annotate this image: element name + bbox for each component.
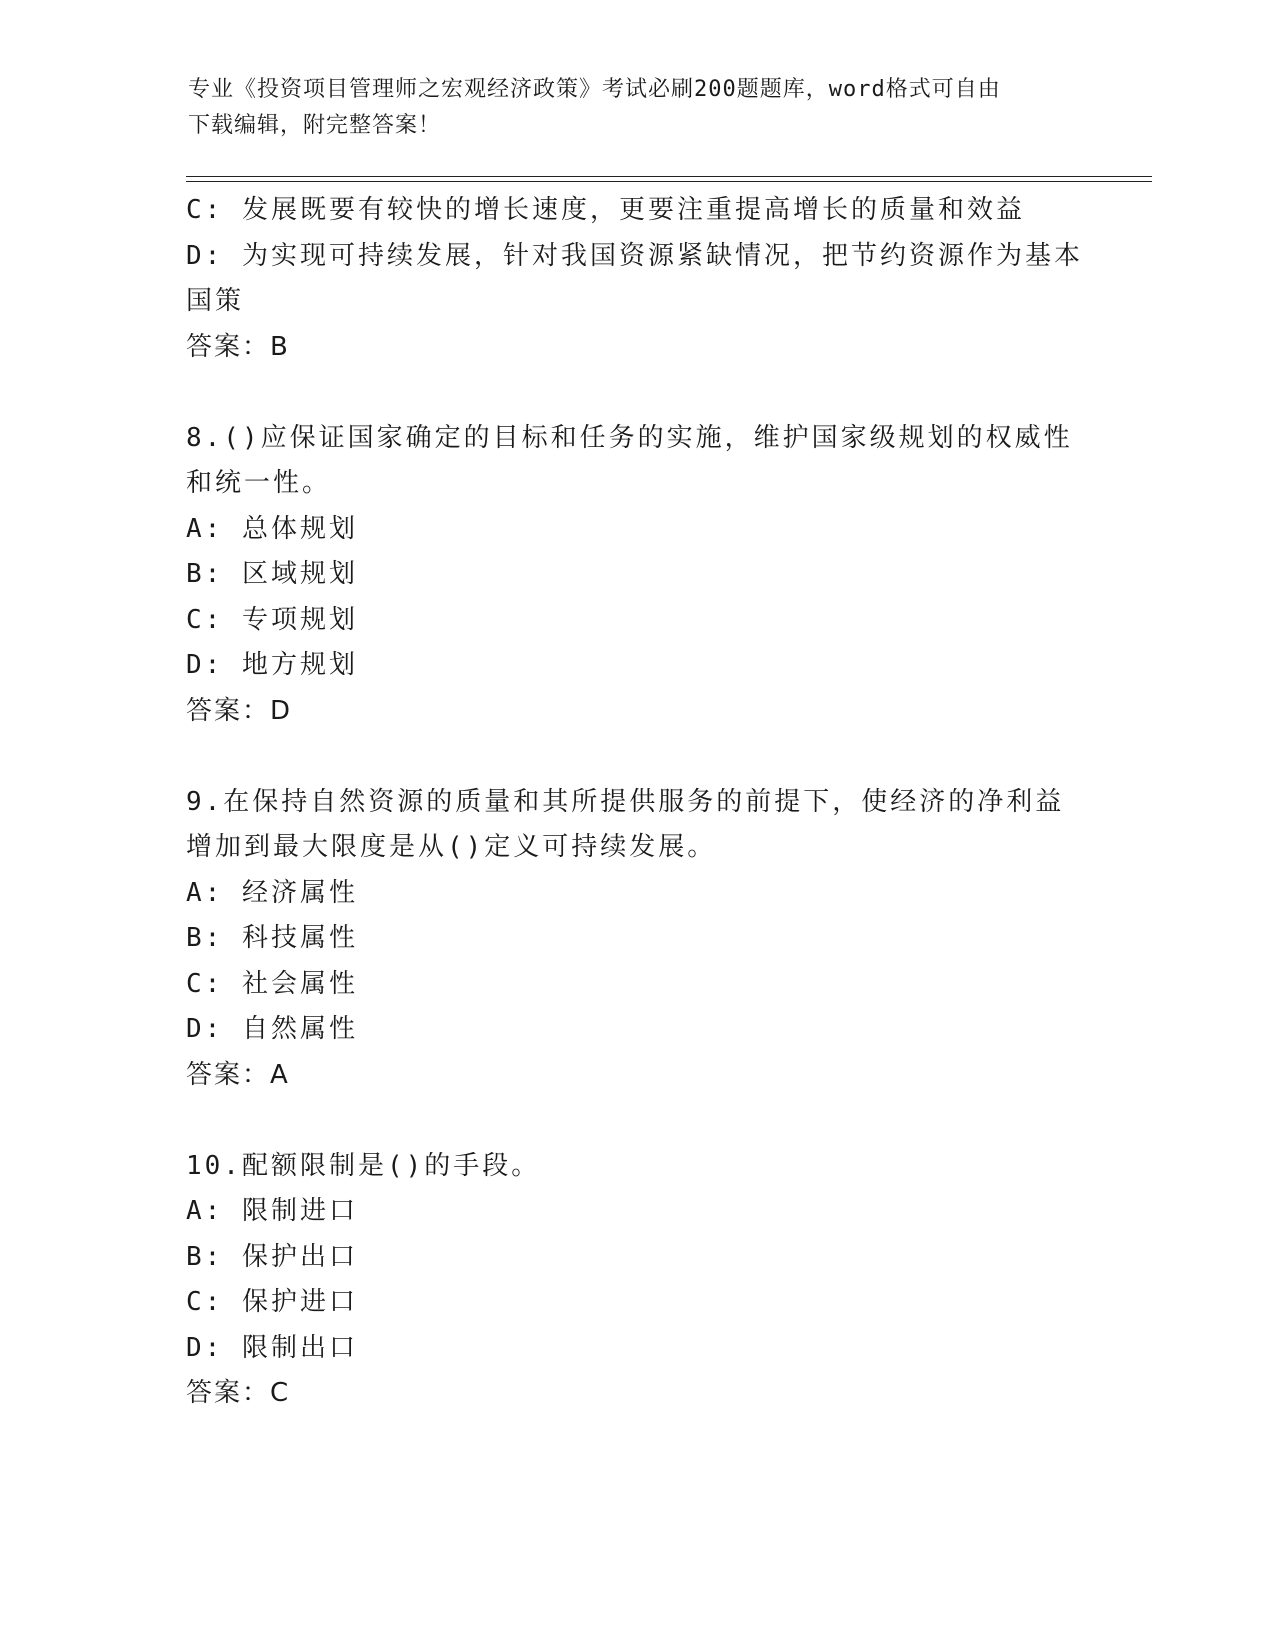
question-9 xyxy=(186,780,1086,1099)
question-stem-continued: 增加到最大限度是从()定义可持续发展。 xyxy=(186,832,717,862)
document-body xyxy=(186,188,1086,1417)
header-divider-top xyxy=(186,176,1152,177)
option-a: A: 限制进口 xyxy=(186,1196,358,1226)
option-d: D: 地方规划 xyxy=(186,650,358,680)
header-line-2: 下载编辑，附完整答案！ xyxy=(188,113,442,138)
answer: 答案：C xyxy=(186,1378,291,1408)
answer: 答案：A xyxy=(186,1059,290,1090)
option-a: A: 经济属性 xyxy=(186,877,358,908)
document-header xyxy=(188,72,1068,144)
spacer xyxy=(186,734,1086,780)
option-a: A: 总体规划 xyxy=(186,513,358,544)
question-stem: 9.在保持自然资源的质量和其所提供服务的前提下，使经济的净利益 xyxy=(186,786,1065,817)
option-c: C: 社会属性 xyxy=(186,968,358,999)
header-divider-bottom xyxy=(186,181,1152,182)
option-d: D: 为实现可持续发展，针对我国资源紧缺情况，把节约资源作为基本 xyxy=(186,240,1083,271)
option-d: D: 自然属性 xyxy=(186,1014,358,1044)
question-stem: 10.配额限制是()的手段。 xyxy=(186,1150,541,1181)
question-7-continued xyxy=(186,188,1086,370)
spacer xyxy=(186,1098,1086,1144)
question-10 xyxy=(186,1144,1086,1417)
option-d: D: 限制出口 xyxy=(186,1332,358,1363)
option-c: C: 发展既要有较快的增长速度，更要注重提高增长的质量和效益 xyxy=(186,195,1025,225)
option-b: B: 区域规划 xyxy=(186,559,358,589)
option-c: C: 保护进口 xyxy=(186,1287,358,1317)
option-c: C: 专项规划 xyxy=(186,604,358,635)
answer: 答案：B xyxy=(186,331,290,362)
spacer xyxy=(186,370,1086,416)
option-b: B: 科技属性 xyxy=(186,923,358,953)
header-line-1: 专业《投资项目管理师之宏观经济政策》考试必刷200题题库，word格式可自由 xyxy=(188,77,1001,102)
question-8 xyxy=(186,416,1086,735)
option-b: B: 保护出口 xyxy=(186,1241,358,1272)
question-stem: 8.()应保证国家确定的目标和任务的实施，维护国家级规划的权威性 xyxy=(186,422,1073,453)
option-d-continued: 国策 xyxy=(186,286,245,316)
question-stem-continued: 和统一性。 xyxy=(186,468,332,498)
answer: 答案：D xyxy=(186,695,293,726)
